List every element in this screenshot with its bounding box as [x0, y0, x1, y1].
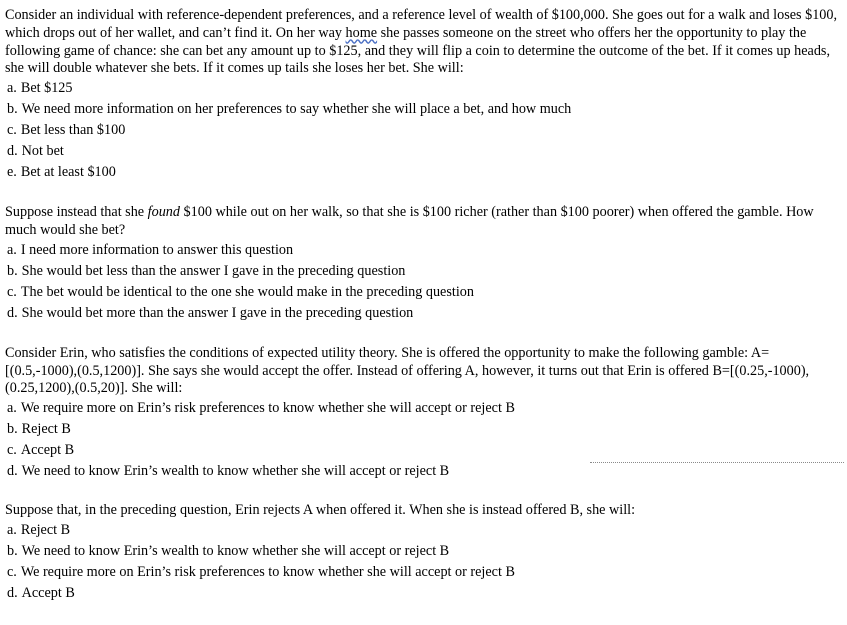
option-text: Bet at least $100	[20, 164, 116, 181]
option-letter: b.	[7, 101, 18, 118]
question-4-stem: Suppose that, in the preceding question, Erin rejects A when offered it. When she is instead offered B, she will:	[5, 502, 636, 519]
option-c[interactable]	[5, 282, 841, 303]
question-2-options	[5, 240, 841, 324]
option-text: Accept B	[20, 442, 75, 459]
option-b[interactable]	[5, 99, 841, 120]
option-text: We need more information on her preferences to say whether she will place a bet, and how much	[21, 101, 572, 118]
option-letter: c.	[7, 563, 17, 580]
option-text: Reject B	[21, 421, 71, 438]
emphasized-word: found	[147, 204, 180, 221]
document-body	[5, 7, 841, 625]
option-letter: a.	[7, 241, 17, 258]
option-text: We require more on Erin’s risk preferences to know whether she will accept or reject B	[20, 400, 515, 417]
option-letter: d.	[7, 304, 18, 321]
option-letter: d.	[7, 584, 18, 601]
option-b[interactable]	[5, 419, 841, 440]
question-4-options	[5, 520, 841, 604]
option-text: She would bet more than the answer I gave in the preceding question	[21, 304, 414, 321]
option-d[interactable]	[5, 461, 841, 482]
option-a[interactable]	[5, 78, 841, 99]
option-text: Bet $125	[20, 80, 73, 97]
option-a[interactable]	[5, 398, 841, 419]
option-text: We need to know Erin’s wealth to know whether she will accept or reject B	[21, 463, 450, 480]
spellcheck-underlined-word: home	[345, 24, 378, 41]
question-1-options	[5, 78, 841, 183]
option-letter: d.	[7, 463, 18, 480]
question-4	[5, 502, 841, 604]
option-letter: c.	[7, 442, 17, 459]
option-c[interactable]	[5, 562, 841, 583]
option-letter: c.	[7, 122, 17, 139]
question-3-options	[5, 398, 841, 482]
option-letter: a.	[7, 400, 17, 417]
option-c[interactable]	[5, 120, 841, 141]
dotted-divider	[590, 462, 844, 463]
question-2	[5, 204, 841, 324]
option-b[interactable]	[5, 261, 841, 282]
option-text: We need to know Erin’s wealth to know whether she will accept or reject B	[21, 542, 450, 559]
option-text: The bet would be identical to the one she would make in the preceding question	[20, 283, 474, 300]
option-letter: b.	[7, 421, 18, 438]
question-1-stem-part-1: Consider an individual with reference-dependent preferences, and a reference level of wealth of $100,000. She goes out for a walk and loses $100, which drops out of her wallet, and can’t find it. On her way	[5, 7, 838, 41]
option-text: Not bet	[21, 143, 64, 160]
option-b[interactable]	[5, 541, 841, 562]
question-1-stem	[5, 7, 841, 78]
option-letter: d.	[7, 143, 18, 160]
question-1	[5, 7, 841, 183]
option-d[interactable]	[5, 141, 841, 162]
option-d[interactable]	[5, 303, 841, 324]
option-c[interactable]	[5, 440, 841, 461]
option-text: Accept B	[21, 584, 75, 601]
option-letter: b.	[7, 542, 18, 559]
option-letter: e.	[7, 164, 17, 181]
option-a[interactable]	[5, 240, 841, 261]
option-letter: c.	[7, 283, 17, 300]
option-text: Reject B	[20, 521, 71, 538]
option-letter: a.	[7, 521, 17, 538]
option-letter: b.	[7, 262, 18, 279]
option-text: I need more information to answer this question	[20, 241, 294, 258]
question-2-stem	[5, 204, 841, 240]
option-text: We require more on Erin’s risk preferences to know whether she will accept or reject B	[20, 563, 515, 580]
option-e[interactable]	[5, 162, 841, 183]
option-d[interactable]	[5, 583, 841, 604]
question-3-stem: Consider Erin, who satisfies the conditions of expected utility theory. She is offered the opportunity to make the following gamble: A=[(0.5,-1000),(0.5,1200)]. She says she would accept the offer. Instead of offering A, however, it turns out that Erin is offered B=[(0.25,-1000),(0.25,1200),(0.5,20)]. She will:	[5, 344, 810, 397]
question-1-stem-part-3: she passes someone on the street who offers her the opportunity to play the following game of chance: she can bet any amount up to $125, and they will flip a coin to determine the outcome of the bet. If it comes up heads, she will double whatever she bets. If it comes up tails she loses her bet. She will:	[5, 24, 831, 77]
option-letter: a.	[7, 80, 17, 97]
option-text: She would bet less than the answer I gave in the preceding question	[21, 262, 406, 279]
question-2-stem-part-1: Suppose instead that she	[5, 204, 148, 221]
question-2-stem-part-3: $100 while out on her walk, so that she is $100 richer (rather than $100 poorer) when offered the gamble. How much would she bet?	[5, 204, 814, 238]
option-a[interactable]	[5, 520, 841, 541]
option-text: Bet less than $100	[20, 122, 126, 139]
